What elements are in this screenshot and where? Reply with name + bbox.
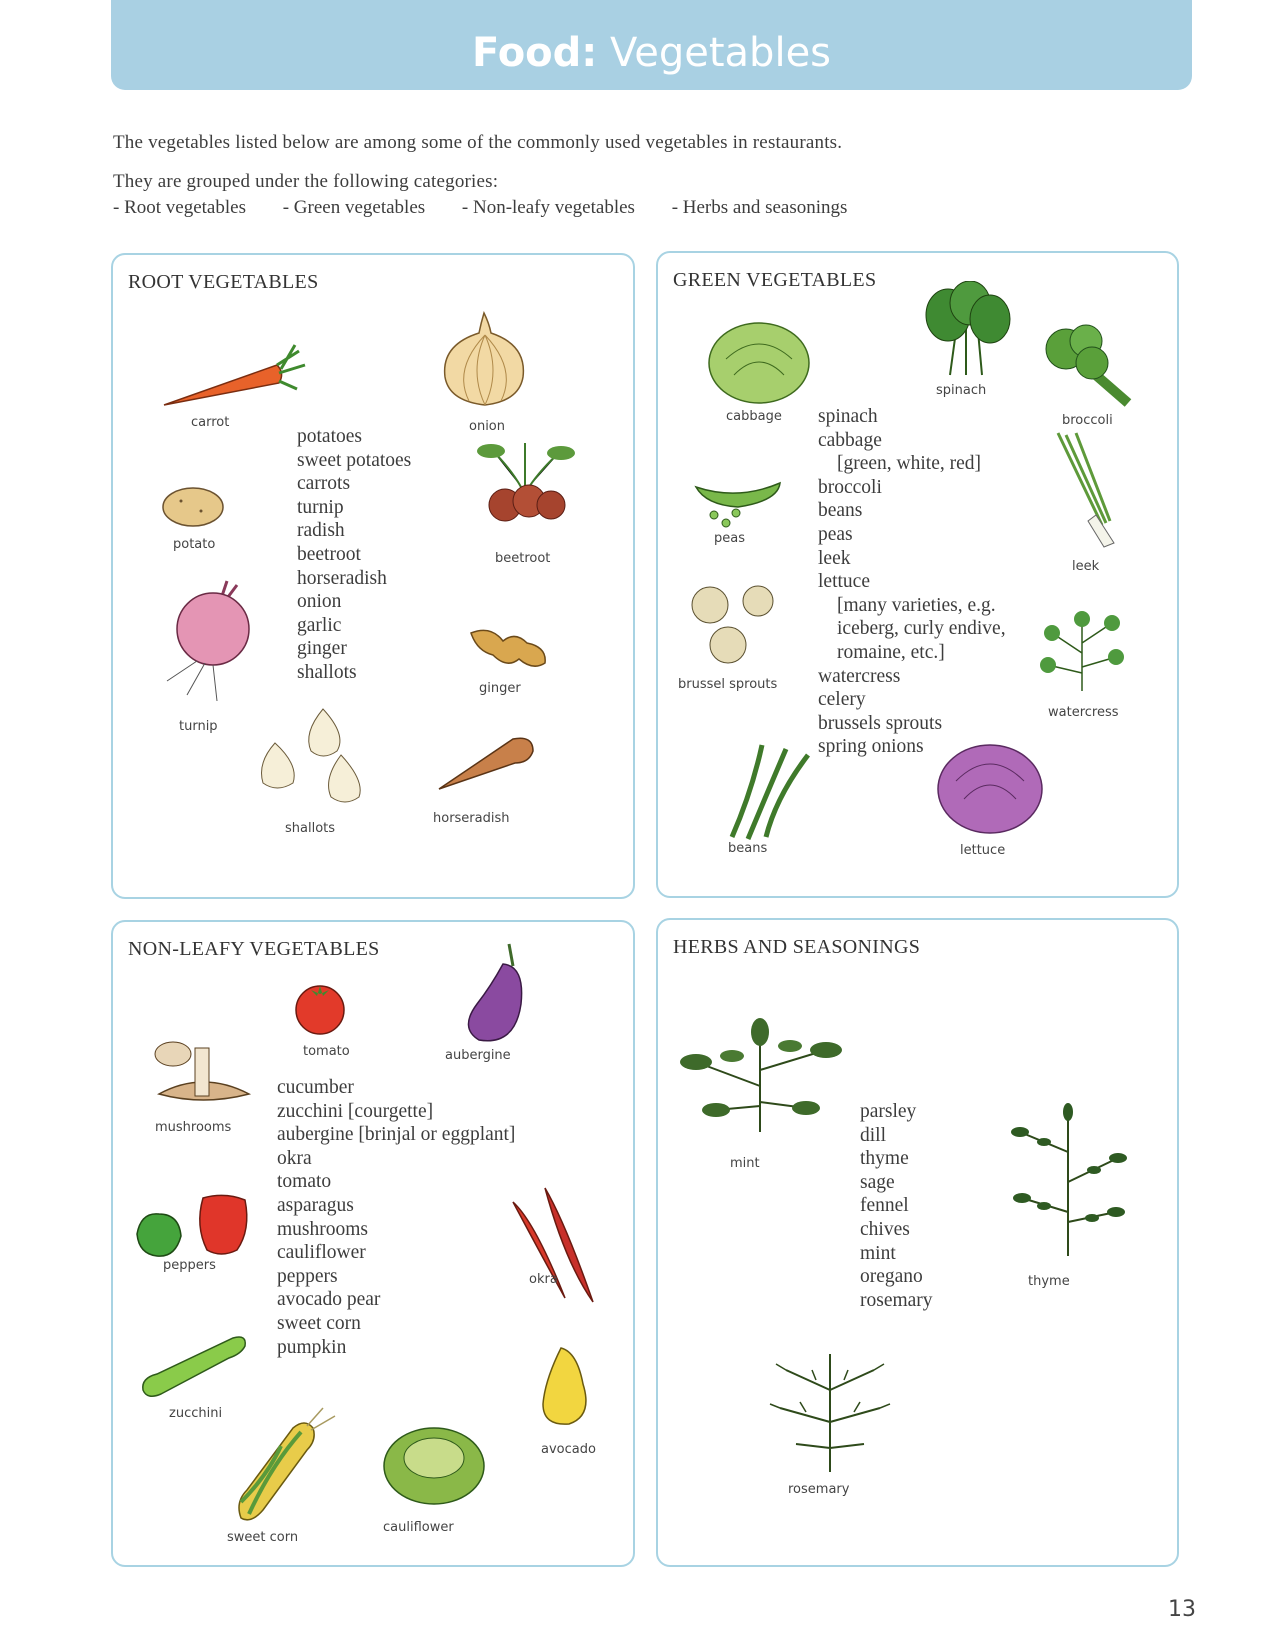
rosemary-label: rosemary (788, 1482, 850, 1497)
brussel-sprouts-illustration (688, 585, 782, 665)
watercress-illustration (1036, 603, 1128, 693)
beans-label: beans (728, 841, 768, 856)
list-item: garlic (297, 614, 342, 636)
carrot-label: carrot (191, 415, 230, 430)
okra-label: okra (529, 1272, 558, 1287)
mushrooms-illustration (153, 1036, 253, 1118)
header-title-bold: Food: (471, 30, 598, 76)
nonleafy-vegetables-box (111, 920, 635, 1567)
sweet-corn-label: sweet corn (227, 1530, 299, 1545)
category-root: - Root vegetables (113, 197, 246, 218)
mint-illustration (676, 1016, 844, 1134)
list-item: iceberg, curly endive, (837, 618, 1006, 640)
intro-line-1: The vegetables listed below are among some of the commonly used vegetables in restaurants. (113, 132, 843, 153)
list-item: chives (860, 1218, 910, 1240)
list-item: oregano (860, 1266, 923, 1288)
beans-illustration (722, 741, 812, 841)
mint-label: mint (730, 1156, 760, 1171)
peas-label: peas (714, 531, 745, 546)
rosemary-illustration (766, 1350, 894, 1474)
header-title-rest: Vegetables (597, 30, 832, 76)
leek-illustration (1052, 431, 1122, 549)
green-title: GREEN VEGETABLES (673, 269, 877, 291)
list-item: sage (860, 1171, 895, 1193)
list-item: mushrooms (277, 1218, 369, 1240)
category-green: - Green vegetables (282, 197, 426, 218)
list-item: horseradish (297, 567, 387, 589)
list-item: rosemary (860, 1289, 933, 1311)
avocado-illustration (537, 1344, 597, 1430)
intro-line-2: They are grouped under the following categories: (113, 171, 499, 192)
list-item: avocado pear (277, 1289, 381, 1311)
root-vegetables-list (297, 425, 411, 685)
potato-label: potato (173, 537, 216, 552)
list-item: sweet corn (277, 1312, 361, 1334)
list-item: fennel (860, 1195, 909, 1217)
aubergine-illustration (459, 942, 529, 1050)
zucchini-label: zucchini (169, 1406, 223, 1421)
list-item: dill (860, 1124, 887, 1146)
broccoli-illustration (1042, 323, 1134, 409)
list-item: celery (818, 689, 866, 711)
list-item: lettuce (818, 571, 870, 593)
list-item: watercress (818, 665, 901, 687)
lettuce-label: lettuce (960, 843, 1006, 858)
page-header (111, 0, 1192, 90)
turnip-illustration (157, 577, 257, 705)
list-item: parsley (860, 1101, 917, 1122)
list-item: asparagus (277, 1194, 354, 1216)
carrot-illustration (159, 343, 309, 413)
tomato-label: tomato (303, 1044, 350, 1059)
thyme-illustration (1004, 1102, 1134, 1258)
spinach-illustration (920, 281, 1014, 377)
list-item: sweet potatoes (297, 449, 412, 471)
avocado-label: avocado (541, 1442, 596, 1457)
onion-label: onion (469, 419, 505, 434)
list-item: beans (818, 500, 863, 522)
list-item: thyme (860, 1148, 909, 1170)
peas-illustration (692, 477, 784, 531)
herbs-title: HERBS AND SEASONINGS (673, 936, 921, 958)
list-item: cucumber (277, 1077, 354, 1098)
shallots-label: shallots (285, 821, 336, 836)
herbs-box (656, 918, 1179, 1567)
watercress-label: watercress (1048, 705, 1119, 720)
zucchini-illustration (137, 1330, 251, 1398)
list-item: radish (297, 520, 345, 542)
ginger-illustration (467, 621, 551, 675)
ginger-label: ginger (479, 681, 521, 696)
tomato-illustration (291, 980, 349, 1036)
list-item: cauliflower (277, 1242, 366, 1264)
potato-illustration (161, 483, 227, 533)
green-vegetables-box (656, 251, 1179, 898)
green-vegetables-list (818, 405, 1006, 759)
broccoli-label: broccoli (1062, 413, 1113, 428)
list-item: shallots (297, 661, 357, 683)
beetroot-label: beetroot (495, 551, 551, 566)
list-item: brussels sprouts (818, 712, 943, 734)
list-item: okra (277, 1147, 312, 1169)
list-item: zucchini [courgette] (277, 1100, 434, 1122)
category-nonleafy: - Non-leafy vegetables (461, 197, 635, 218)
onion-illustration (439, 311, 529, 411)
list-item: leek (818, 547, 851, 569)
herbs-list (860, 1100, 933, 1312)
mushrooms-label: mushrooms (155, 1120, 232, 1135)
horseradish-label: horseradish (433, 811, 510, 826)
peppers-illustration (133, 1186, 253, 1260)
beetroot-illustration (471, 439, 577, 549)
list-item: [green, white, red] (837, 453, 982, 475)
list-item: spinach (818, 406, 878, 427)
list-item: romaine, etc.] (837, 641, 945, 663)
shallots-illustration (253, 705, 373, 815)
cabbage-label: cabbage (726, 409, 782, 424)
spinach-label: spinach (936, 383, 987, 398)
list-item: beetroot (297, 543, 361, 565)
list-item: [many varieties, e.g. (837, 594, 996, 616)
list-item: carrots (297, 473, 351, 495)
list-item: mint (860, 1242, 896, 1264)
nonleafy-vegetables-list (277, 1076, 515, 1359)
list-item: peas (818, 523, 853, 545)
turnip-label: turnip (179, 719, 218, 734)
aubergine-label: aubergine (445, 1048, 511, 1063)
list-item: spring onions (818, 736, 924, 758)
root-title: ROOT VEGETABLES (128, 271, 319, 293)
category-herbs: - Herbs and seasonings (671, 197, 848, 218)
list-item: tomato (277, 1171, 332, 1193)
list-item: cabbage (818, 429, 882, 451)
root-vegetables-box (111, 253, 635, 899)
list-item: onion (297, 591, 342, 613)
list-item: turnip (297, 496, 344, 518)
list-item: aubergine [brinjal or eggplant] (277, 1124, 516, 1146)
brussel-sprouts-label: brussel sprouts (678, 677, 778, 692)
cauliflower-label: cauliflower (383, 1520, 454, 1535)
peppers-label: peppers (163, 1258, 216, 1273)
list-item: potatoes (297, 426, 362, 447)
list-item: peppers (277, 1265, 338, 1287)
page-number: 13 (1168, 1597, 1196, 1622)
horseradish-illustration (435, 729, 539, 795)
cauliflower-illustration (379, 1418, 489, 1508)
category-list (113, 197, 879, 219)
list-item: ginger (297, 638, 347, 660)
leek-label: leek (1072, 559, 1100, 574)
list-item: broccoli (818, 476, 882, 498)
sweet-corn-illustration (231, 1406, 339, 1524)
okra-illustration (505, 1182, 597, 1310)
nonleafy-title: NON-LEAFY VEGETABLES (128, 938, 380, 960)
thyme-label: thyme (1028, 1274, 1070, 1289)
cabbage-illustration (706, 319, 812, 407)
list-item: pumpkin (277, 1336, 347, 1358)
